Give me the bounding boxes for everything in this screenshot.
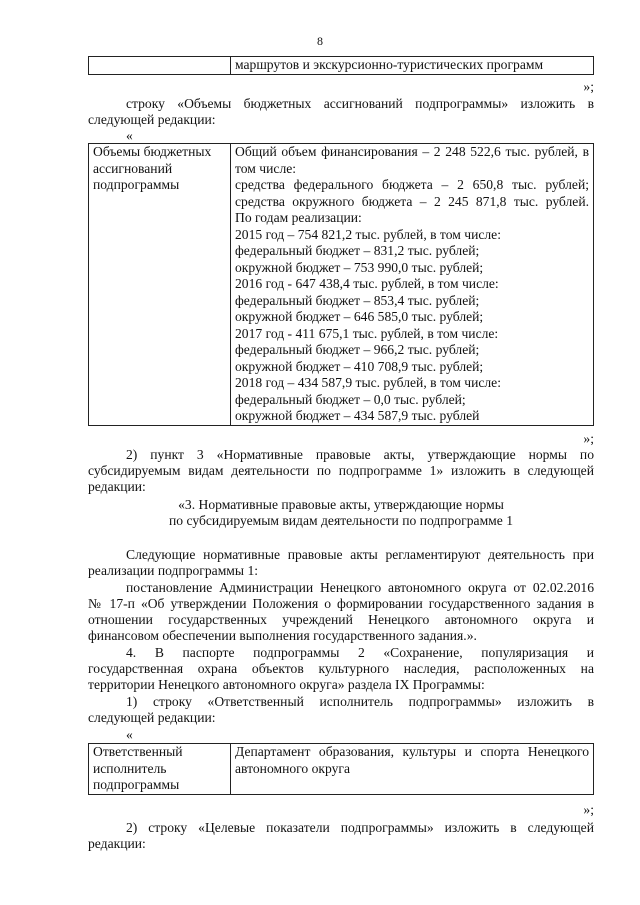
paragraph-line: субсидируемым видам деятельности по подпрограмме 1» изложить в следующей	[88, 463, 594, 478]
label-line: ассигнований	[93, 160, 173, 176]
paragraph-line: Следующие нормативные правовые акты регламентируют деятельность при	[126, 547, 594, 562]
closing-quote: »;	[583, 79, 594, 94]
budget-volumes-table	[88, 143, 594, 426]
label-line: Ответственный	[93, 744, 183, 759]
table-cell-label	[89, 144, 231, 426]
opening-quote: «	[126, 727, 133, 742]
table-cell-value	[231, 144, 594, 426]
value-line: окружной бюджет – 434 587,9 тыс. рублей	[235, 408, 480, 423]
value-line: 2015 год – 754 821,2 тыс. рублей, в том числе:	[235, 226, 501, 242]
paragraph-line: территории Ненецкого автономного округа» раздела IX Программы:	[88, 677, 485, 692]
paragraph-line: следующей редакции:	[88, 112, 216, 127]
value-line: Общий объем финансирования – 2 248 522,6 тыс. рублей, в	[235, 144, 589, 159]
label-line: подпрограммы	[93, 177, 180, 192]
paragraph-line: реализации подпрограммы 1:	[88, 563, 259, 578]
paragraph-line: строку «Объемы бюджетных ассигнований подпрограммы» изложить в	[126, 96, 594, 111]
value-line: окружной бюджет – 410 708,9 тыс. рублей;	[235, 358, 484, 374]
top-table-fragment	[88, 56, 594, 75]
paragraph-line: 2) пункт 3 «Нормативные правовые акты, утверждающие нормы по	[126, 447, 594, 462]
section-heading: «3. Нормативные правовые акты, утверждающие нормы	[178, 497, 504, 512]
value-line: средства окружного бюджета – 2 245 871,8 тыс. рублей.	[235, 193, 589, 209]
paragraph-line: редакции:	[88, 479, 146, 494]
table-row	[89, 744, 594, 795]
paragraph-line: редакции:	[88, 836, 146, 851]
page-number: 8	[317, 34, 323, 48]
paragraph-line: 4. В паспорте подпрограммы 2 «Сохранение, популяризация и	[126, 645, 594, 660]
closing-quote: »;	[583, 802, 594, 817]
closing-quote: »;	[583, 431, 594, 446]
paragraph-line: № 17-п «Об утверждении Положения о формировании государственного задания в	[88, 596, 594, 611]
value-line: федеральный бюджет – 853,4 тыс. рублей;	[235, 292, 480, 308]
section-heading: по субсидируемым видам деятельности по подпрограмме 1	[169, 513, 513, 528]
table-cell-value	[231, 744, 594, 795]
value-line: автономного округа	[235, 760, 351, 776]
value-line: 2018 год – 434 587,9 тыс. рублей, в том числе:	[235, 375, 501, 390]
paragraph-line: финансовом обеспечении выполнения государственного задания.».	[88, 628, 477, 643]
label-line: Объемы бюджетных	[93, 144, 212, 159]
value-line: том числе:	[235, 160, 297, 176]
paragraph-line: 1) строку «Ответственный исполнитель подпрограммы» изложить в	[126, 694, 594, 709]
value-line: федеральный бюджет – 0,0 тыс. рублей;	[235, 391, 466, 407]
responsible-executor-table	[88, 743, 594, 795]
value-line: федеральный бюджет – 966,2 тыс. рублей;	[235, 342, 480, 357]
table-row	[89, 57, 594, 75]
value-line: 2016 год - 647 438,4 тыс. рублей, в том числе:	[235, 276, 499, 291]
paragraph-line: постановление Администрации Ненецкого автономного округа от 02.02.2016	[126, 580, 594, 595]
value-line: окружной бюджет – 646 585,0 тыс. рублей;	[235, 309, 484, 324]
value-line: федеральный бюджет – 831,2 тыс. рублей;	[235, 243, 480, 258]
label-line: исполнитель	[93, 760, 167, 776]
paragraph-line: отношении государственных учреждений Ненецкого автономного округа и	[88, 612, 594, 627]
value-line: средства федерального бюджета – 2 650,8 тыс. рублей;	[235, 177, 589, 192]
table-row	[89, 144, 594, 426]
value-line: 2017 год - 411 675,1 тыс. рублей, в том числе:	[235, 325, 499, 341]
value-line: Департамент образования, культуры и спорта Ненецкого	[235, 744, 589, 759]
label-line: подпрограммы	[93, 777, 180, 792]
value-line: По годам реализации:	[235, 210, 362, 225]
table-cell-label	[89, 744, 231, 795]
paragraph-line: 2) строку «Целевые показатели подпрограммы» изложить в следующей	[126, 820, 594, 835]
table-cell-right: маршрутов и экскурсионно-туристических программ	[231, 57, 594, 75]
paragraph-line: следующей редакции:	[88, 710, 216, 725]
opening-quote: «	[126, 128, 133, 143]
value-line: окружной бюджет – 753 990,0 тыс. рублей;	[235, 259, 484, 275]
paragraph-line: государственная охрана объектов культурного наследия, расположенных на	[88, 661, 594, 676]
table-cell-left	[89, 57, 231, 75]
